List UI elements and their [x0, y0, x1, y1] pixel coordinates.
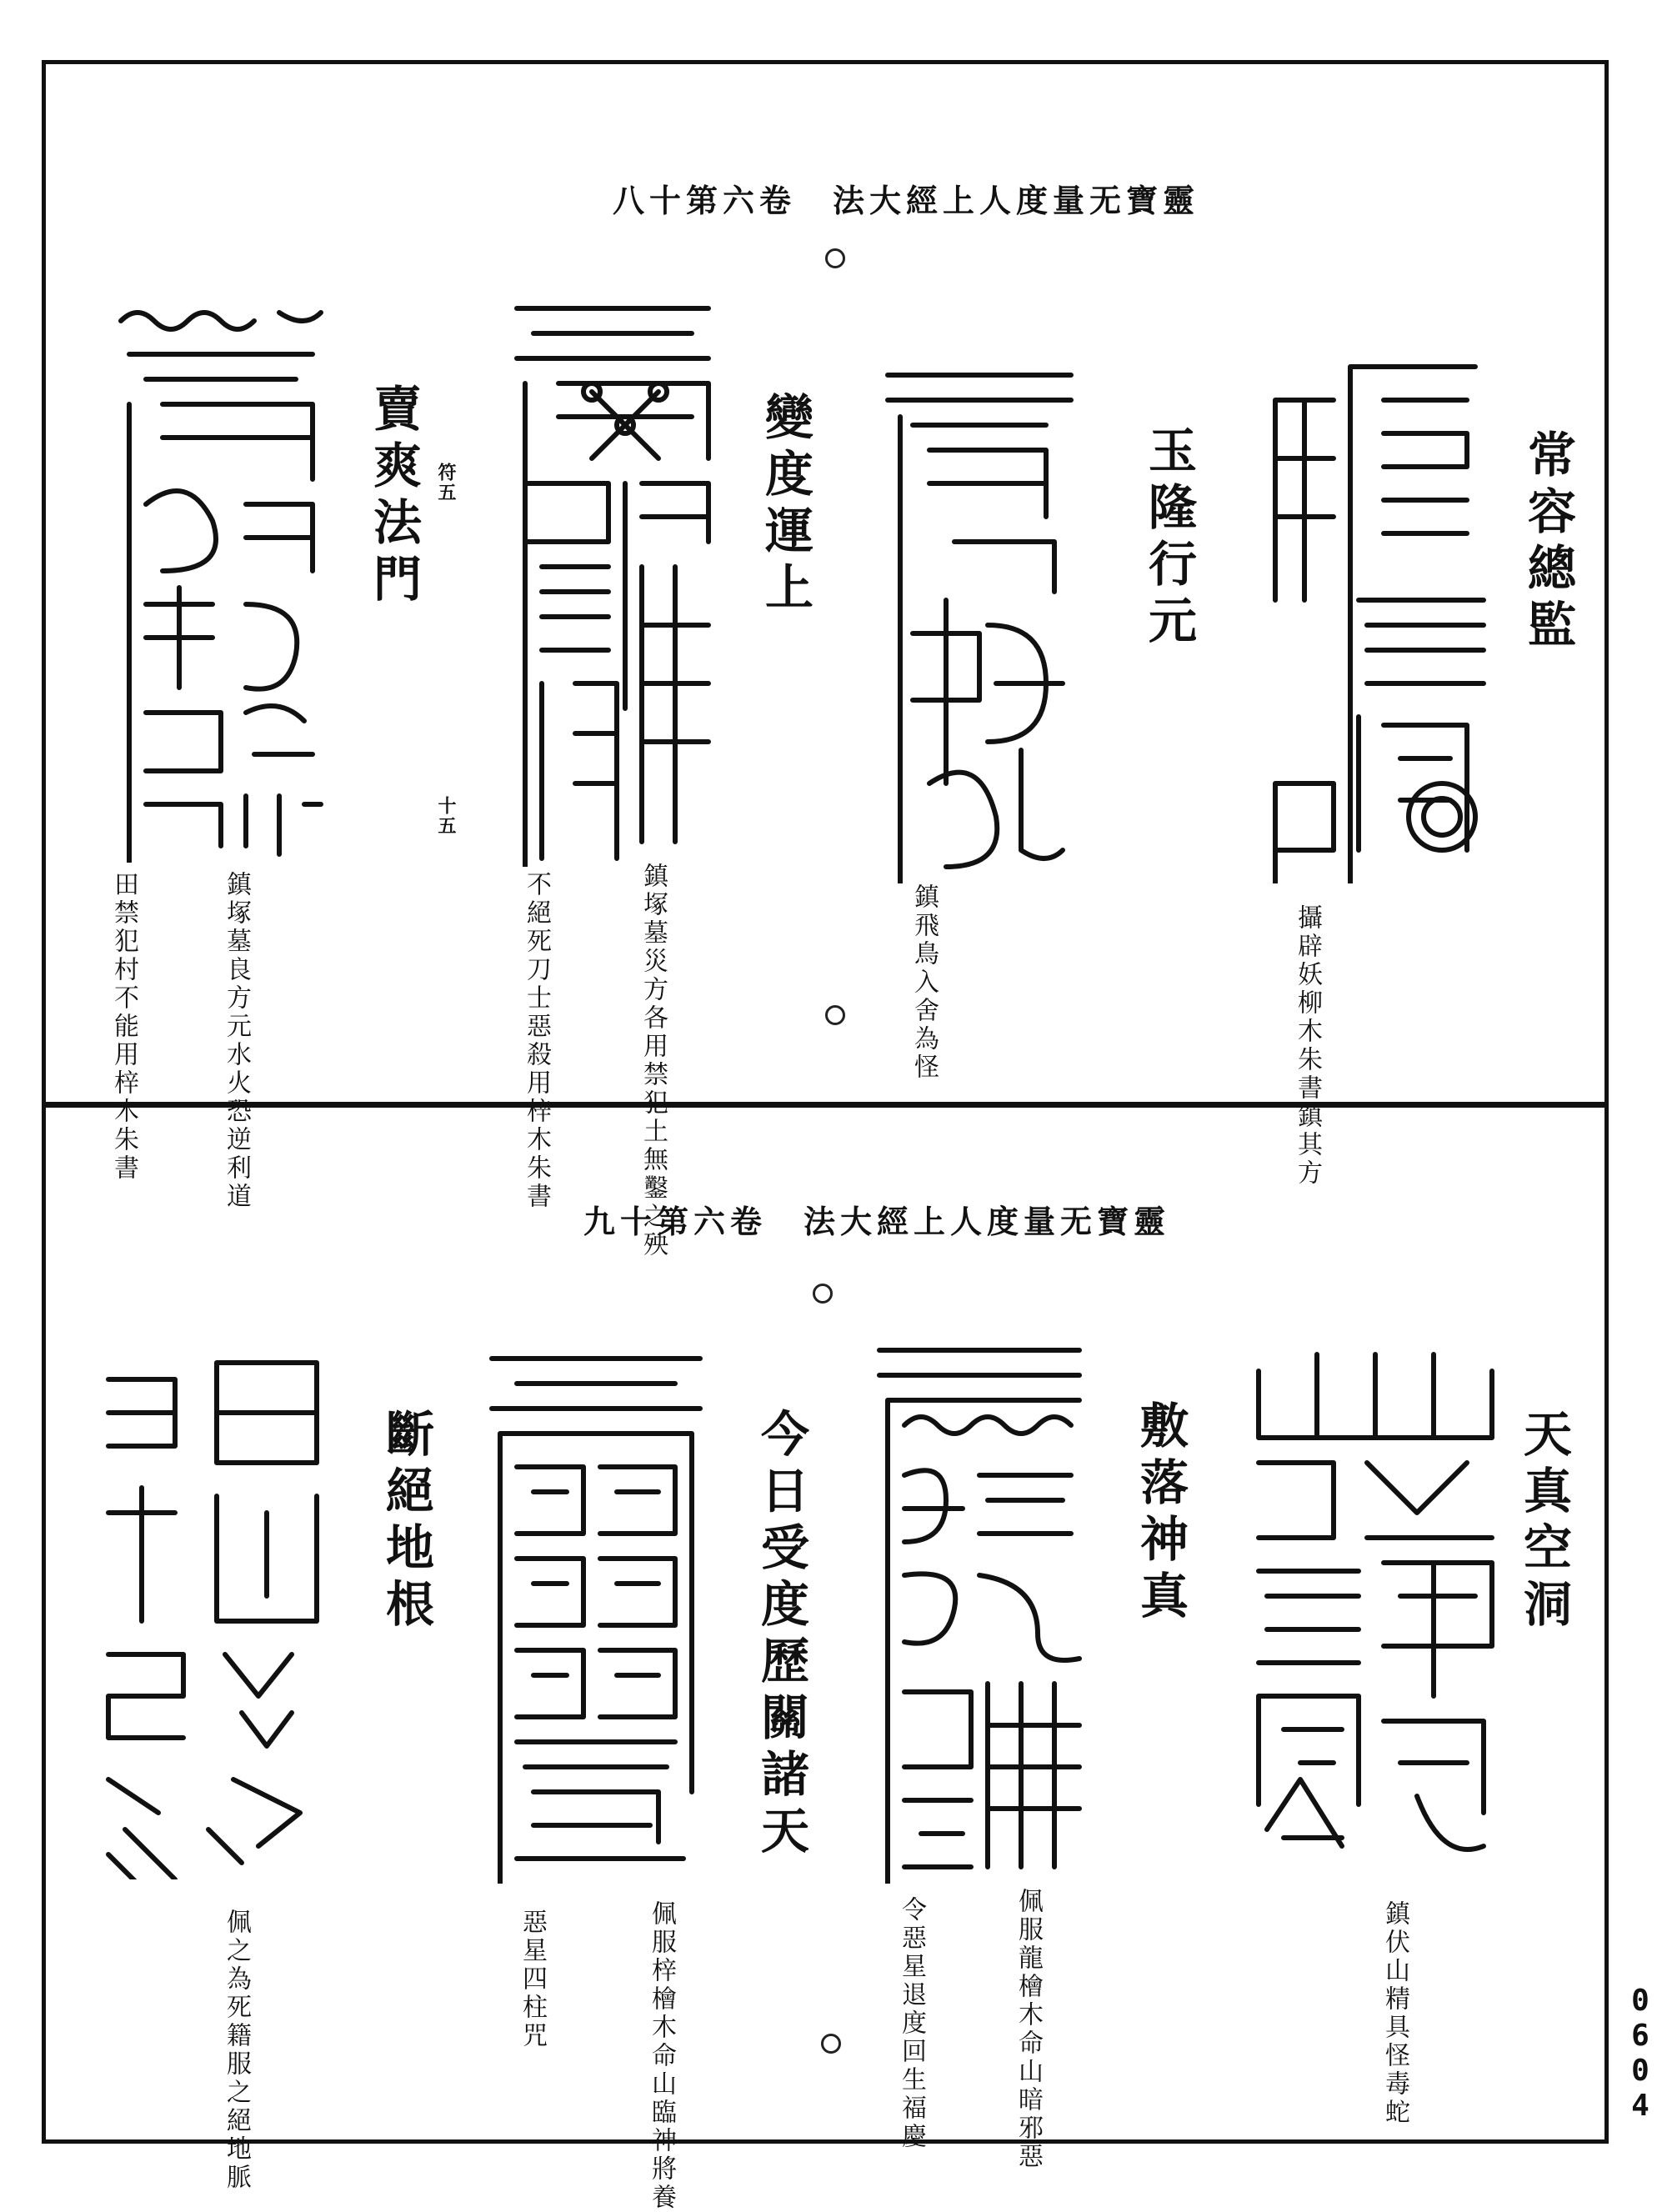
registration-circle — [825, 1005, 845, 1025]
talisman-note: 佩服龍檜木命山暗邪惡 — [1014, 1888, 1043, 2171]
talisman-note: 鎮飛鳥入舍為怪 — [909, 883, 939, 1082]
talisman-note: 惡星四柱咒 — [518, 1909, 547, 2050]
registration-circle — [825, 248, 845, 268]
registration-circle — [813, 1284, 833, 1304]
talisman-label: 常容總監 — [1519, 429, 1576, 656]
talisman-label: 變度運上 — [757, 392, 813, 618]
talisman-glyph — [508, 292, 717, 867]
talisman-glyph — [483, 1342, 708, 1884]
page-number — [1624, 1984, 1657, 2124]
talisman-note: 令惡星退度回生福慶 — [897, 1896, 926, 2151]
talisman-note: 鎮塚墓災方各用禁犯土無鑿之殃 — [638, 863, 668, 1259]
talisman-small-label: 十五 — [435, 796, 457, 836]
talisman-label: 斷絕地根 — [378, 1409, 434, 1635]
talisman-label: 賣爽法門 — [365, 383, 422, 610]
talisman-note: 田禁犯村不能用梓木朱書 — [109, 871, 138, 1183]
page-number-text: 0604 — [1631, 1984, 1649, 2123]
talisman-label: 玉隆行元 — [1140, 425, 1197, 652]
talisman-note: 鎮塚墓良方元水火恐逆利道 — [222, 871, 251, 1211]
talisman-note: 佩之為死籍服之絕地脈 — [222, 1909, 251, 2192]
talisman-glyph — [1250, 1346, 1500, 1871]
bottom-panel-header: 九十第六卷 法大經上人度量无寶靈 — [583, 1203, 1171, 1240]
talisman-note: 不絕死刀士惡殺用梓木朱書 — [522, 871, 551, 1211]
talisman-label: 天真空洞 — [1515, 1409, 1572, 1635]
talisman-label: 敷落神真 — [1132, 1400, 1189, 1627]
talisman-note: 攝辟妖柳木朱書鎮其方 — [1293, 904, 1322, 1188]
panel-divider — [42, 1102, 1609, 1108]
talisman-glyph — [1259, 350, 1492, 883]
talisman-glyph — [879, 350, 1079, 883]
talisman-glyph — [92, 1346, 333, 1879]
talisman-label: 今日受度歷關諸天 — [753, 1409, 809, 1862]
talisman-note: 鎮伏山精具怪毒蛇 — [1380, 1900, 1409, 2127]
registration-circle — [821, 2034, 841, 2054]
talisman-glyph — [113, 304, 329, 863]
talisman-note: 佩服梓檜木命山臨神將養 — [647, 1900, 676, 2212]
top-panel-header: 八十第六卷 法大經上人度量无寶靈 — [613, 182, 1200, 219]
talisman-small-label: 符五 — [435, 463, 457, 503]
talisman-glyph — [871, 1334, 1088, 1884]
